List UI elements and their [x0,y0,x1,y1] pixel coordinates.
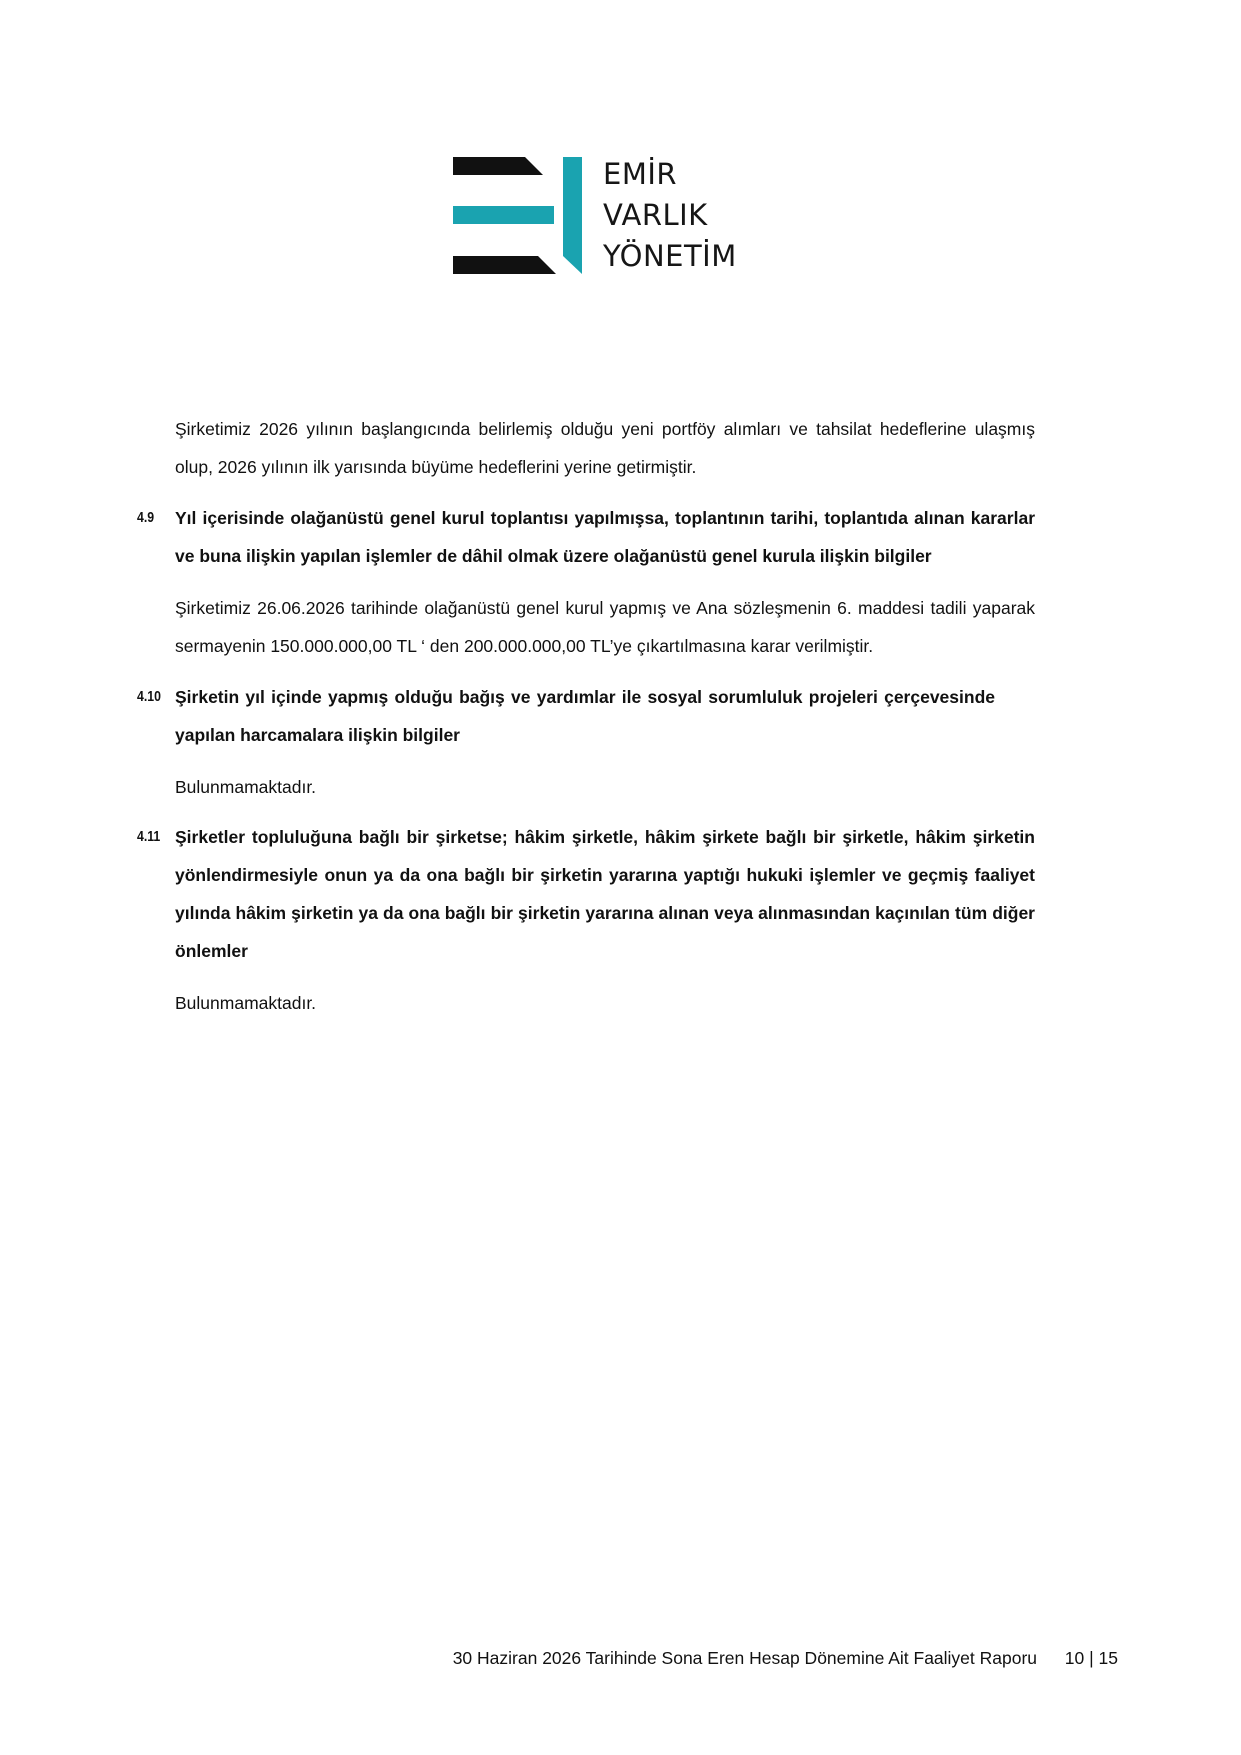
section-4-10-body: Bulunmamaktadır. [175,777,317,797]
section-4-10 [137,678,1037,754]
section-number: 4.10 [137,688,161,705]
section-4-9 [137,499,1037,575]
logo-line-3: YÖNETİM [603,239,737,273]
logo-line-1: EMİR [603,157,678,191]
section-4-9-body: Şirketimiz 26.06.2026 tarihinde olağanüstü genel kurul yapmış ve Ana sözleşmenin 6. maddesi tadili yaparak sermayenin 150.000.000,00 TL ‘ den 200.000.000,00 TL’ye çıkartılmasına karar verilmiştir. [175,598,1035,656]
page-number: 10 | 15 [1064,1648,1118,1668]
section-heading: Şirketin yıl içinde yapmış olduğu bağış ve yardımlar ile sosyal sorumluluk projeleri çerçevesinde yapılan harcamalara ilişkin bilgiler [175,687,995,745]
section-4-11-body: Bulunmamaktadır. [175,993,317,1013]
company-logo [453,154,763,274]
footer-report-title: 30 Haziran 2026 Tarihinde Sona Eren Hesap Dönemine Ait Faaliyet Raporu [452,1648,1038,1668]
section-number: 4.11 [137,828,161,845]
logo-mark-icon [453,154,593,274]
section-heading: Yıl içerisinde olağanüstü genel kurul toplantısı yapılmışsa, toplantının tarihi, toplantıda alınan kararlar ve buna ilişkin yapılan işlemler de dâhil olmak üzere olağanüstü genel kurula ilişkin bilgiler [175,508,1035,566]
page-footer [453,1646,1118,1670]
logo-wordmark [603,154,737,277]
section-4-11 [137,818,1037,970]
intro-paragraph: Şirketimiz 2026 yılının başlangıcında belirlemiş olduğu yeni portföy alımları ve tahsilat hedeflerine ulaşmış olup, 2026 yılının ilk yarısında büyüme hedeflerini yerine getirmiştir. [175,419,1035,477]
section-heading: Şirketler topluluğuna bağlı bir şirketse; hâkim şirketle, hâkim şirkete bağlı bir şirketle, hâkim şirketin yönlendirmesiyle onun ya da ona bağlı bir şirketin yararına yaptığı hukuki işlemler ve geçmiş faaliyet yılında hâkim şirketin ya da ona bağlı bir şirketin yararına alınan veya alınmasından kaçınılan tüm diğer önlemler [175,827,1035,961]
logo-line-2: VARLIK [603,198,708,232]
section-number: 4.9 [137,509,155,526]
